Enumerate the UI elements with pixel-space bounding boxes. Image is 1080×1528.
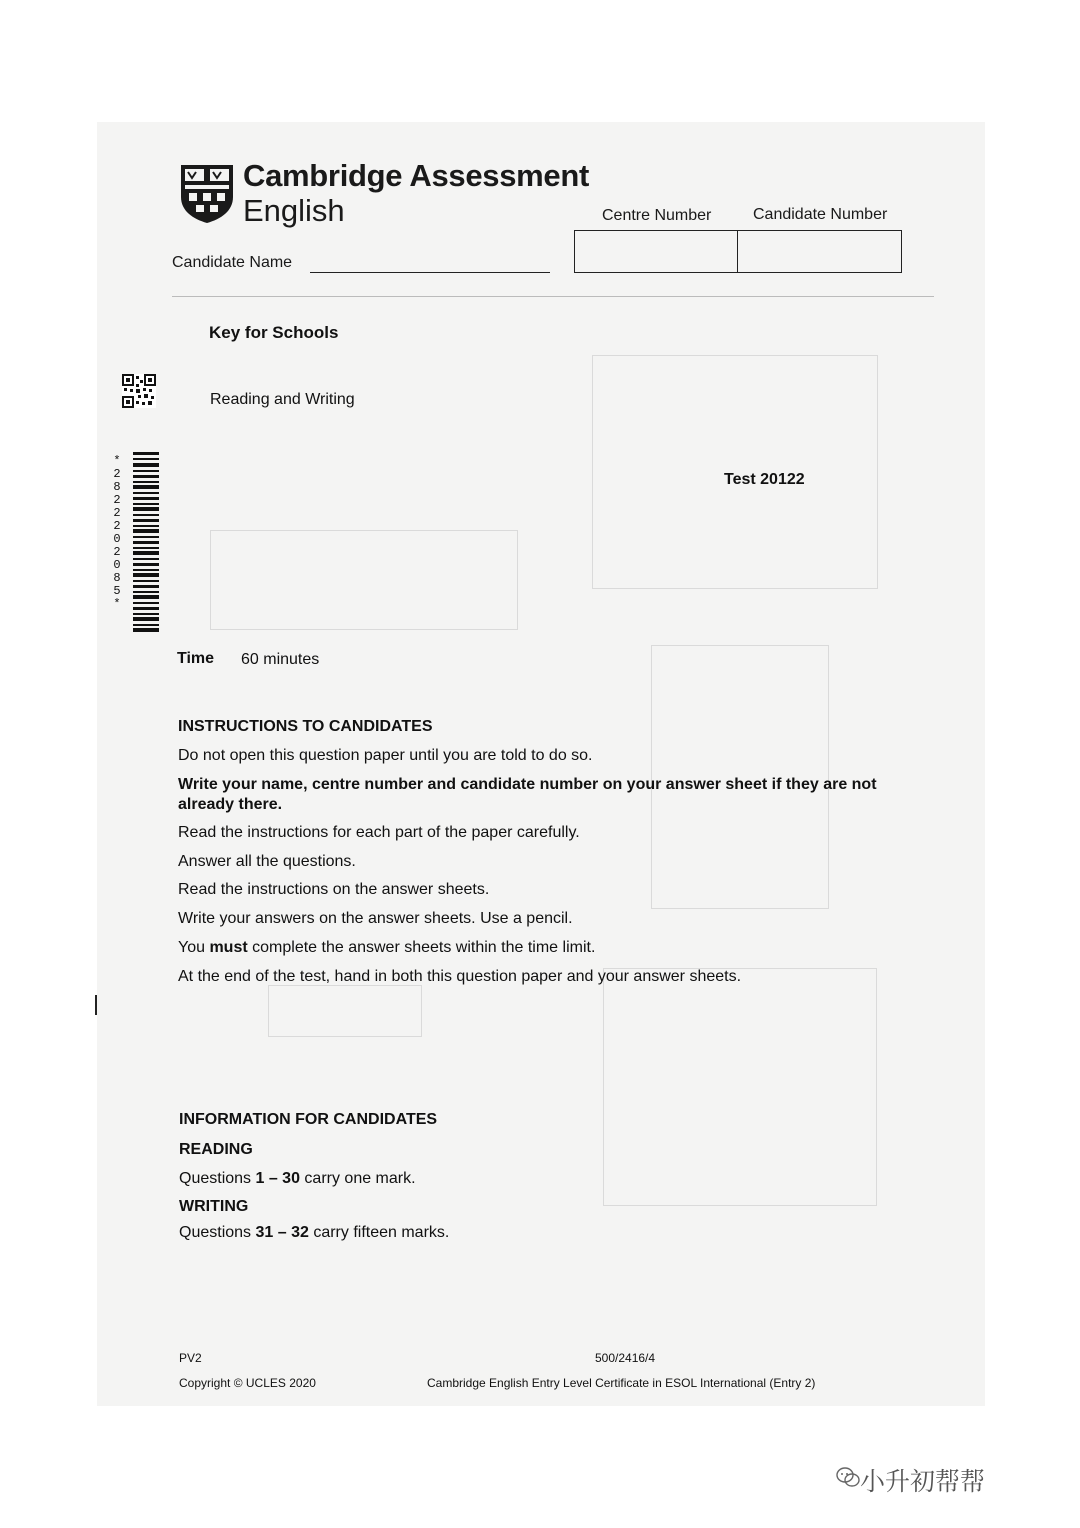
instruction-line: At the end of the test, hand in both this question paper and your answer sheets. xyxy=(178,968,742,985)
footer-copyright: Copyright © UCLES 2020 xyxy=(179,1376,316,1390)
exam-title: Key for Schools xyxy=(209,323,339,342)
candidate-name-label: Candidate Name xyxy=(172,254,293,271)
instruction-line: Answer all the questions. xyxy=(178,853,356,870)
logo-wordmark-line1: Cambridge Assessment xyxy=(243,158,590,193)
information-heading: INFORMATION FOR CANDIDATES xyxy=(179,1111,438,1128)
chat-bubble-icon xyxy=(836,1466,860,1488)
instruction-line-bold: Write your name, centre number and candidate number on your answer sheet if they are not already there. xyxy=(178,776,877,813)
number-boxes xyxy=(574,230,902,273)
candidate-number-box[interactable] xyxy=(738,231,901,272)
writing-info xyxy=(179,1224,449,1242)
candidate-number-label: Candidate Number xyxy=(753,206,888,223)
reading-info xyxy=(179,1170,416,1188)
centre-number-box[interactable] xyxy=(575,231,737,272)
logo-wordmark-line2: English xyxy=(243,193,345,228)
instructions-heading: INSTRUCTIONS TO CANDIDATES xyxy=(178,718,433,735)
university-crest-icon xyxy=(179,163,235,225)
barcode-number: *2822202085* xyxy=(113,454,121,611)
centre-number-label: Centre Number xyxy=(602,207,712,224)
candidate-name-line[interactable] xyxy=(310,272,550,273)
info-text: Questions xyxy=(179,1224,256,1241)
footer-certificate: Cambridge English Entry Level Certificate in ESOL International (Entry 2) xyxy=(427,1376,816,1390)
info-text: Questions xyxy=(179,1170,256,1187)
reading-heading: READING xyxy=(179,1141,253,1158)
footer-pv: PV2 xyxy=(179,1351,202,1365)
instruction-emphasis: must xyxy=(209,939,248,956)
qr-code-icon xyxy=(122,374,156,408)
instruction-line: Read the instructions on the answer sheets. xyxy=(178,881,490,898)
info-text: carry one mark. xyxy=(299,1170,416,1187)
paper-title: Reading and Writing xyxy=(210,391,355,408)
showthrough-box xyxy=(603,968,877,1206)
time-value: 60 minutes xyxy=(241,651,320,668)
instruction-text: You xyxy=(178,939,210,956)
instruction-text: complete the answer sheets within the time limit. xyxy=(247,939,596,956)
instruction-line: Read the instructions for each part of the paper carefully. xyxy=(178,824,580,841)
instruction-line: Do not open this question paper until you are told to do so. xyxy=(178,747,593,764)
instruction-line xyxy=(178,939,595,957)
showthrough-box xyxy=(210,530,518,630)
showthrough-box xyxy=(268,985,422,1037)
writing-heading: WRITING xyxy=(179,1198,249,1215)
test-id: Test 20122 xyxy=(724,471,805,488)
time-label: Time xyxy=(177,650,215,667)
instruction-line: Write your answers on the answer sheets. Use a pencil. xyxy=(178,910,573,927)
info-emphasis: 31 – 32 xyxy=(255,1224,309,1241)
info-text: carry fifteen marks. xyxy=(308,1224,450,1241)
header-divider xyxy=(172,296,934,297)
watermark-text: 小升初帮帮 xyxy=(860,1468,986,1496)
scan-mark xyxy=(95,995,97,1015)
barcode-icon xyxy=(133,452,159,632)
footer-code: 500/2416/4 xyxy=(595,1351,656,1365)
info-emphasis: 1 – 30 xyxy=(255,1170,300,1187)
